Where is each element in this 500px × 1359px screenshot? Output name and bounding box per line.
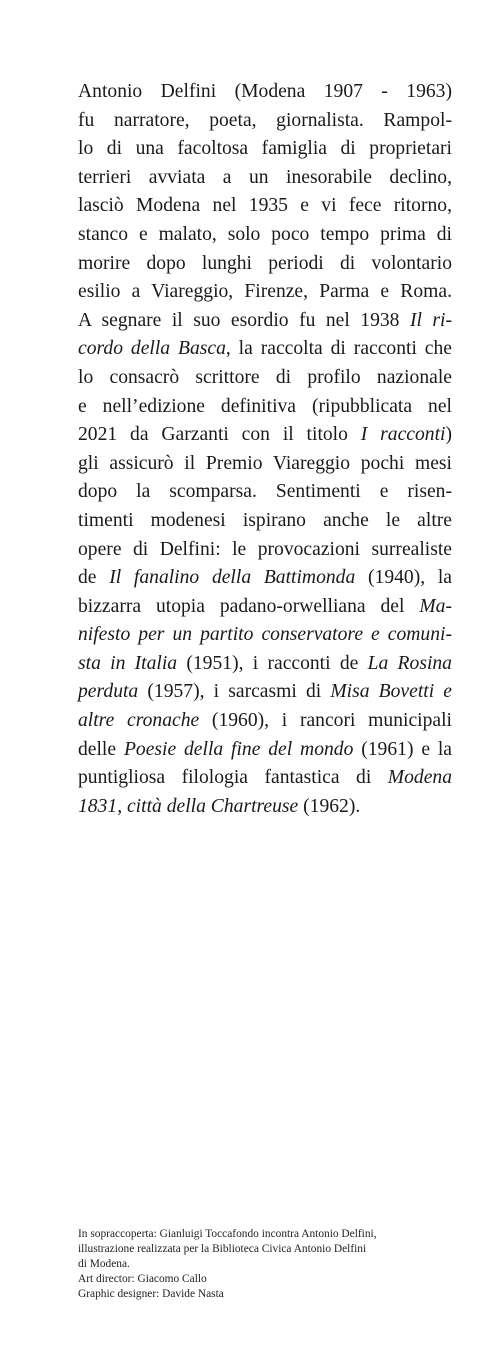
italic-title-run: Modena: [387, 767, 452, 789]
text-run: gli assicurò il Premio Viareggio pochi mesi: [78, 452, 452, 474]
biography-line: [78, 278, 452, 307]
biography-line: [78, 78, 452, 107]
italic-title-run: La Rosina: [367, 652, 452, 674]
biography-line: [78, 192, 452, 221]
text-run: (1960), i rancori municipali: [199, 710, 452, 732]
cover-credit-line: di Modena.: [78, 1258, 130, 1270]
biography-line: [78, 221, 452, 250]
text-run: (1962).: [298, 795, 361, 817]
text-run: delle: [78, 738, 124, 760]
text-run: , la raccolta di racconti che: [225, 338, 452, 360]
italic-title-run: altre cronache: [78, 710, 200, 732]
credits-block: [78, 1227, 458, 1302]
text-run: lo consacrò scrittore di profilo nazionale: [78, 366, 452, 388]
biography-line: [78, 335, 452, 364]
italic-title-run: Il fanalino della Battimonda: [109, 567, 356, 589]
text-run: ): [445, 424, 452, 446]
italic-title-run: 1831, città della Chartreuse: [78, 795, 299, 817]
text-run: de: [78, 567, 110, 589]
text-run: Antonio Delfini (Modena 1907 - 1963): [78, 81, 452, 102]
cover-credit-line: In sopraccoperta: Gianluigi Toccafondo incontra Antonio Delfini,: [78, 1228, 377, 1240]
text-run: opere di Delfini: le provocazioni surrealiste: [78, 538, 452, 560]
italic-title-run: nifesto per un partito conservatore e comuni-: [78, 624, 452, 646]
biography-line: [78, 107, 452, 136]
biography-line: [78, 393, 452, 422]
text-run: lasciò Modena nel 1935 e vi fece ritorno,: [78, 195, 452, 217]
text-run: fu narratore, poeta, giornalista. Rampol-: [78, 109, 452, 131]
text-run: (1957), i sarcasmi di: [138, 681, 331, 703]
biography-line: [78, 764, 452, 793]
text-run: esilio a Viareggio, Firenze, Parma e Roma.: [78, 281, 452, 303]
cover-credit-line: illustrazione realizzata per la Biblioteca Civica Antonio Delfini: [78, 1243, 367, 1255]
biography-line: [78, 650, 452, 679]
text-run: bizzarra utopia padano-orwelliana del: [78, 595, 420, 617]
biography-line: [78, 364, 452, 393]
text-run: dopo la scomparsa. Sentimenti e risen-: [78, 481, 452, 503]
italic-title-run: perduta: [78, 681, 139, 703]
italic-title-run: Il ri-: [409, 309, 452, 331]
text-run: lo di una facoltosa famiglia di proprietari: [78, 138, 452, 160]
text-run: e nell’edizione definitiva (ripubblicata nel: [78, 395, 452, 417]
text-run: morire dopo lunghi periodi di volontario: [78, 252, 452, 274]
text-run: timenti modenesi ispirano anche le altre: [78, 509, 452, 531]
italic-title-run: I racconti: [360, 424, 446, 446]
italic-title-run: sta in Italia: [78, 652, 178, 674]
italic-title-run: cordo della Basca: [78, 338, 226, 360]
biography-line: [78, 793, 452, 822]
text-run: 2021 da Garzanti con il titolo: [78, 424, 361, 446]
biography-line: [78, 593, 452, 622]
text-run: terrieri avviata a un inesorabile declino,: [78, 166, 452, 188]
biography-line: [78, 564, 452, 593]
biography-line: [78, 135, 452, 164]
text-run: (1940), la: [355, 567, 452, 589]
biography-line: [78, 621, 452, 650]
biography-line: [78, 450, 452, 479]
biography-line: [78, 421, 452, 450]
biography-line: [78, 707, 452, 736]
biography-line: [78, 536, 452, 565]
italic-title-run: Ma-: [419, 595, 452, 617]
text-run: (1951), i racconti de: [177, 652, 368, 674]
text-run: (1961) e la: [353, 738, 453, 760]
biography-line: [78, 678, 452, 707]
biography-line: [78, 507, 452, 536]
biography-line: [78, 307, 452, 336]
graphic-designer-credit: Graphic designer: Davide Nasta: [78, 1288, 224, 1300]
text-run: A segnare il suo esordio fu nel 1938: [78, 309, 410, 331]
biography-line: [78, 164, 452, 193]
text-run: stanco e malato, solo poco tempo prima di: [78, 223, 452, 245]
biography-line: [78, 736, 452, 765]
text-run: puntigliosa filologia fantastica di: [78, 767, 388, 789]
biography-line: [78, 478, 452, 507]
italic-title-run: Poesie della fine del mondo: [123, 738, 354, 760]
biography-line: [78, 250, 452, 279]
author-biography: [78, 78, 452, 821]
art-director-credit: Art director: Giacomo Callo: [78, 1273, 207, 1285]
italic-title-run: Misa Bovetti e: [330, 681, 452, 703]
